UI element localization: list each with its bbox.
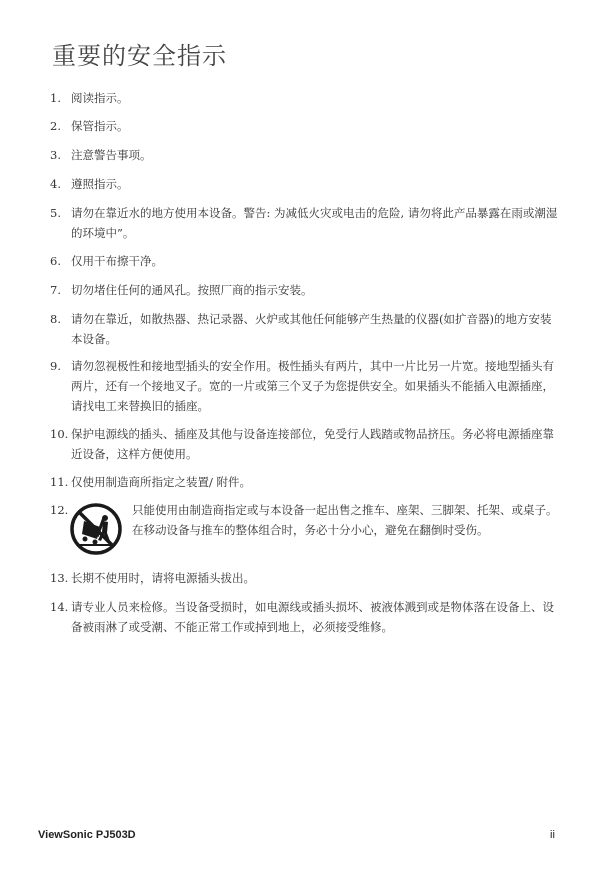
item-number: 4. (50, 177, 61, 191)
item-number: 10. (50, 427, 69, 441)
item-text: 只能使用由制造商指定或与本设备一起出售之推车、座架、三脚架、托架、或桌子。在移动设备与推车的整体组合时，务必十分小心，避免在翻倒时受伤。 (132, 503, 558, 537)
item-text: 遵照指示。 (71, 177, 129, 191)
instruction-item-7 (50, 280, 562, 300)
footer-product-name: ViewSonic PJ503D (38, 829, 136, 841)
footer-page-number: ii (550, 829, 555, 841)
item-text: 阅读指示。 (71, 91, 129, 105)
item-number: 5. (50, 206, 61, 220)
instruction-item-1 (50, 88, 562, 108)
page-title: 重要的安全指示 (52, 42, 227, 70)
instruction-item-6 (50, 251, 562, 271)
instruction-item-2 (50, 116, 562, 136)
instruction-item-10 (50, 424, 562, 464)
item-text: 保管指示。 (71, 119, 129, 133)
item-text: 请勿在靠近水的地方使用本设备。警告: 为减低火灾或电击的危险, 请勿将此产品暴露在雨或潮湿的环境中”。 (71, 206, 558, 240)
item-number: 6. (50, 254, 61, 268)
item-number: 12. (50, 503, 69, 517)
item-number: 7. (50, 283, 61, 297)
item-text: 请勿在靠近，如散热器、热记录器、火炉或其他任何能够产生热量的仪器(如扩音器)的地方安装本设备。 (71, 312, 552, 346)
instruction-item-12 (50, 500, 562, 540)
instruction-item-11 (50, 472, 562, 492)
item-text: 保护电源线的插头、插座及其他与设备连接部位，免受行人践踏或物品挤压。务必将电源插座靠近设备，这样方便使用。 (71, 427, 554, 461)
instruction-item-13 (50, 568, 562, 588)
item-number: 14. (50, 600, 69, 614)
item-number: 11. (50, 475, 69, 489)
instruction-item-3 (50, 145, 562, 165)
item-text: 仅用干布擦干净。 (71, 254, 163, 268)
item-number: 2. (50, 119, 61, 133)
instruction-item-4 (50, 174, 562, 194)
item-number: 13. (50, 571, 69, 585)
item-text: 请勿忽视极性和接地型插头的安全作用。极性插头有两片，其中一片比另一片宽。接地型插头有两片，还有一个接地叉子。宽的一片或第三个叉子为您提供安全。如果插头不能插入电源插座，请找电工来替换旧的插座。 (71, 359, 554, 413)
instruction-item-8 (50, 309, 562, 349)
item-number: 8. (50, 312, 61, 326)
item-text: 长期不使用时，请将电源插头拔出。 (71, 571, 255, 585)
item-text: 注意警告事项。 (71, 148, 152, 162)
item-number: 3. (50, 148, 61, 162)
item-text: 切勿堵住任何的通风孔。按照厂商的指示安装。 (71, 283, 313, 297)
item-text: 仅使用制造商所指定之装置/ 附件。 (71, 475, 252, 489)
instruction-item-5 (50, 203, 562, 243)
instruction-item-14 (50, 597, 562, 637)
item-text: 请专业人员来检修。当设备受损时，如电源线或插头损坏、被液体溅到或是物体落在设备上、设备被雨淋了或受潮、不能正常工作或掉到地上，必须接受维修。 (71, 600, 554, 634)
instruction-item-9 (50, 356, 562, 416)
item-number: 9. (50, 359, 61, 373)
cart-tip-over-warning-icon (70, 503, 122, 555)
item-number: 1. (50, 91, 61, 105)
